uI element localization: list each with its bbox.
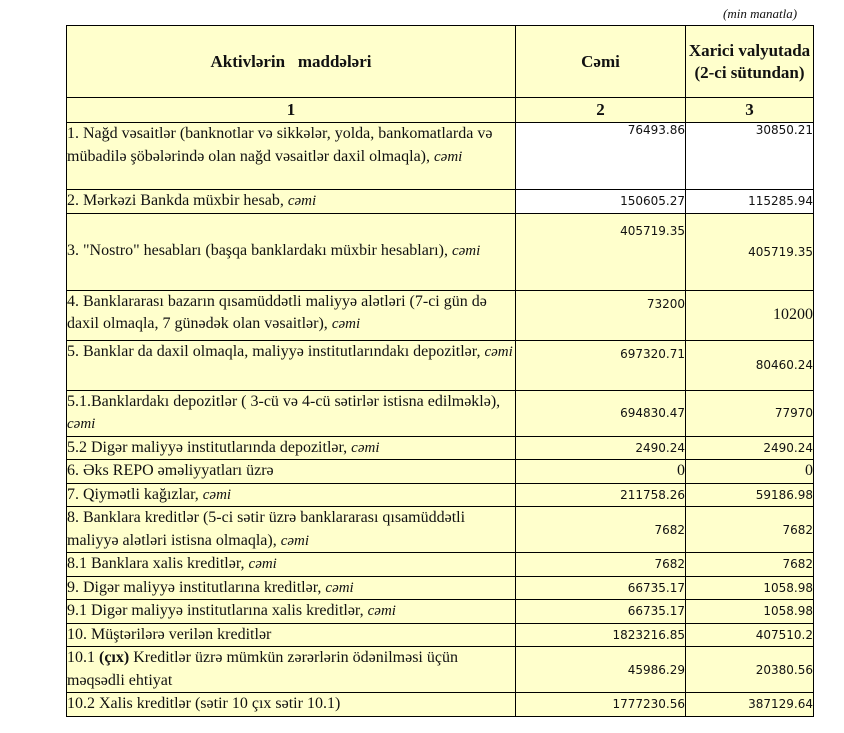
row-foreign: 7682 <box>686 507 814 553</box>
table-row <box>67 623 814 647</box>
row-foreign: 7682 <box>686 553 814 577</box>
table-row <box>67 576 814 600</box>
table-row <box>67 213 814 290</box>
column-number-2: 2 <box>516 98 686 123</box>
row-foreign: 59186.98 <box>686 483 814 507</box>
row-total: 405719.35 <box>516 213 686 290</box>
header-total: Cəmi <box>516 26 686 98</box>
column-number-3: 3 <box>686 98 814 123</box>
table-row <box>67 507 814 553</box>
row-foreign: 1058.98 <box>686 576 814 600</box>
row-label: 5.1.Banklardakı depozitlər ( 3-cü və 4-cü sətirlər istisna edilməklə), cəmi <box>67 390 516 436</box>
row-label: 5. Banklar da daxil olmaqla, maliyyə institutlarındakı depozitlər, cəmi <box>67 340 516 390</box>
row-label: 8. Banklara kreditlər (5-ci sətir üzrə banklararası qısamüddətli maliyyə alətləri istisna olmaqla), cəmi <box>67 507 516 553</box>
row-foreign: 0 <box>686 460 814 484</box>
row-foreign: 20380.56 <box>686 647 814 693</box>
row-total: 2490.24 <box>516 436 686 460</box>
row-total: 0 <box>516 460 686 484</box>
row-total: 7682 <box>516 553 686 577</box>
row-label: 1. Nağd vəsaitlər (banknotlar və sikkələr, yolda, bankomatlarda və mübadilə şöbələrində olan nağd vəsaitlər daxil olmaqla), cəmi <box>67 123 516 190</box>
row-total: 7682 <box>516 507 686 553</box>
row-label: 9.1 Digər maliyyə institutlarına xalis kreditlər, cəmi <box>67 600 516 624</box>
row-label: 4. Banklararası bazarın qısamüddətli maliyyə alətləri (7-ci gün də daxil olmaqla, 7 günədək olan vəsaitlər), cəmi <box>67 290 516 340</box>
row-foreign: 77970 <box>686 390 814 436</box>
table-row <box>67 123 814 190</box>
row-foreign: 407510.2 <box>686 623 814 647</box>
row-label: 10. Müştərilərə verilən kreditlər <box>67 623 516 647</box>
row-foreign: 80460.24 <box>686 340 814 390</box>
row-label: 7. Qiymətli kağızlar, cəmi <box>67 483 516 507</box>
assets-table <box>66 25 814 717</box>
table-row <box>67 600 814 624</box>
row-label: 3. "Nostro" hesabları (başqa banklardakı müxbir hesabları), cəmi <box>67 213 516 290</box>
column-number-row <box>67 98 814 123</box>
table-row <box>67 460 814 484</box>
row-total: 697320.71 <box>516 340 686 390</box>
table-row <box>67 390 814 436</box>
row-foreign: 115285.94 <box>686 190 814 214</box>
row-label: 10.1 (çıx) Kreditlər üzrə mümkün zərərlərin ödənilməsi üçün məqsədli ehtiyat <box>67 647 516 693</box>
row-foreign: 1058.98 <box>686 600 814 624</box>
row-label: 9. Digər maliyyə institutlarına kreditlər, cəmi <box>67 576 516 600</box>
row-foreign: 405719.35 <box>686 213 814 290</box>
row-total: 66735.17 <box>516 600 686 624</box>
header-row <box>67 26 814 98</box>
row-label: 5.2 Digər maliyyə institutlarında depozitlər, cəmi <box>67 436 516 460</box>
header-items: Aktivlərin maddələri <box>67 26 516 98</box>
row-foreign: 2490.24 <box>686 436 814 460</box>
column-number-1: 1 <box>67 98 516 123</box>
row-total: 694830.47 <box>516 390 686 436</box>
row-total: 150605.27 <box>516 190 686 214</box>
row-foreign: 387129.64 <box>686 693 814 717</box>
table-row <box>67 436 814 460</box>
row-total: 76493.86 <box>516 123 686 190</box>
table-row <box>67 553 814 577</box>
row-label: 2. Mərkəzi Bankda müxbir hesab, cəmi <box>67 190 516 214</box>
row-label: 10.2 Xalis kreditlər (sətir 10 çıx sətir 10.1) <box>67 693 516 717</box>
row-total: 66735.17 <box>516 576 686 600</box>
row-total: 1823216.85 <box>516 623 686 647</box>
row-total: 211758.26 <box>516 483 686 507</box>
row-label: 6. Əks REPO əməliyyatları üzrə <box>67 460 516 484</box>
row-total: 45986.29 <box>516 647 686 693</box>
table-row <box>67 190 814 214</box>
table-row <box>67 340 814 390</box>
unit-note: (min manatla) <box>723 6 798 21</box>
row-foreign: 30850.21 <box>686 123 814 190</box>
table-row <box>67 290 814 340</box>
header-foreign-currency: Xarici valyutada (2-ci sütundan) <box>686 26 814 98</box>
table-row <box>67 483 814 507</box>
row-total: 73200 <box>516 290 686 340</box>
table-row <box>67 693 814 717</box>
row-foreign: 10200 <box>686 290 814 340</box>
row-total: 1777230.56 <box>516 693 686 717</box>
table-row <box>67 647 814 693</box>
row-label: 8.1 Banklara xalis kreditlər, cəmi <box>67 553 516 577</box>
